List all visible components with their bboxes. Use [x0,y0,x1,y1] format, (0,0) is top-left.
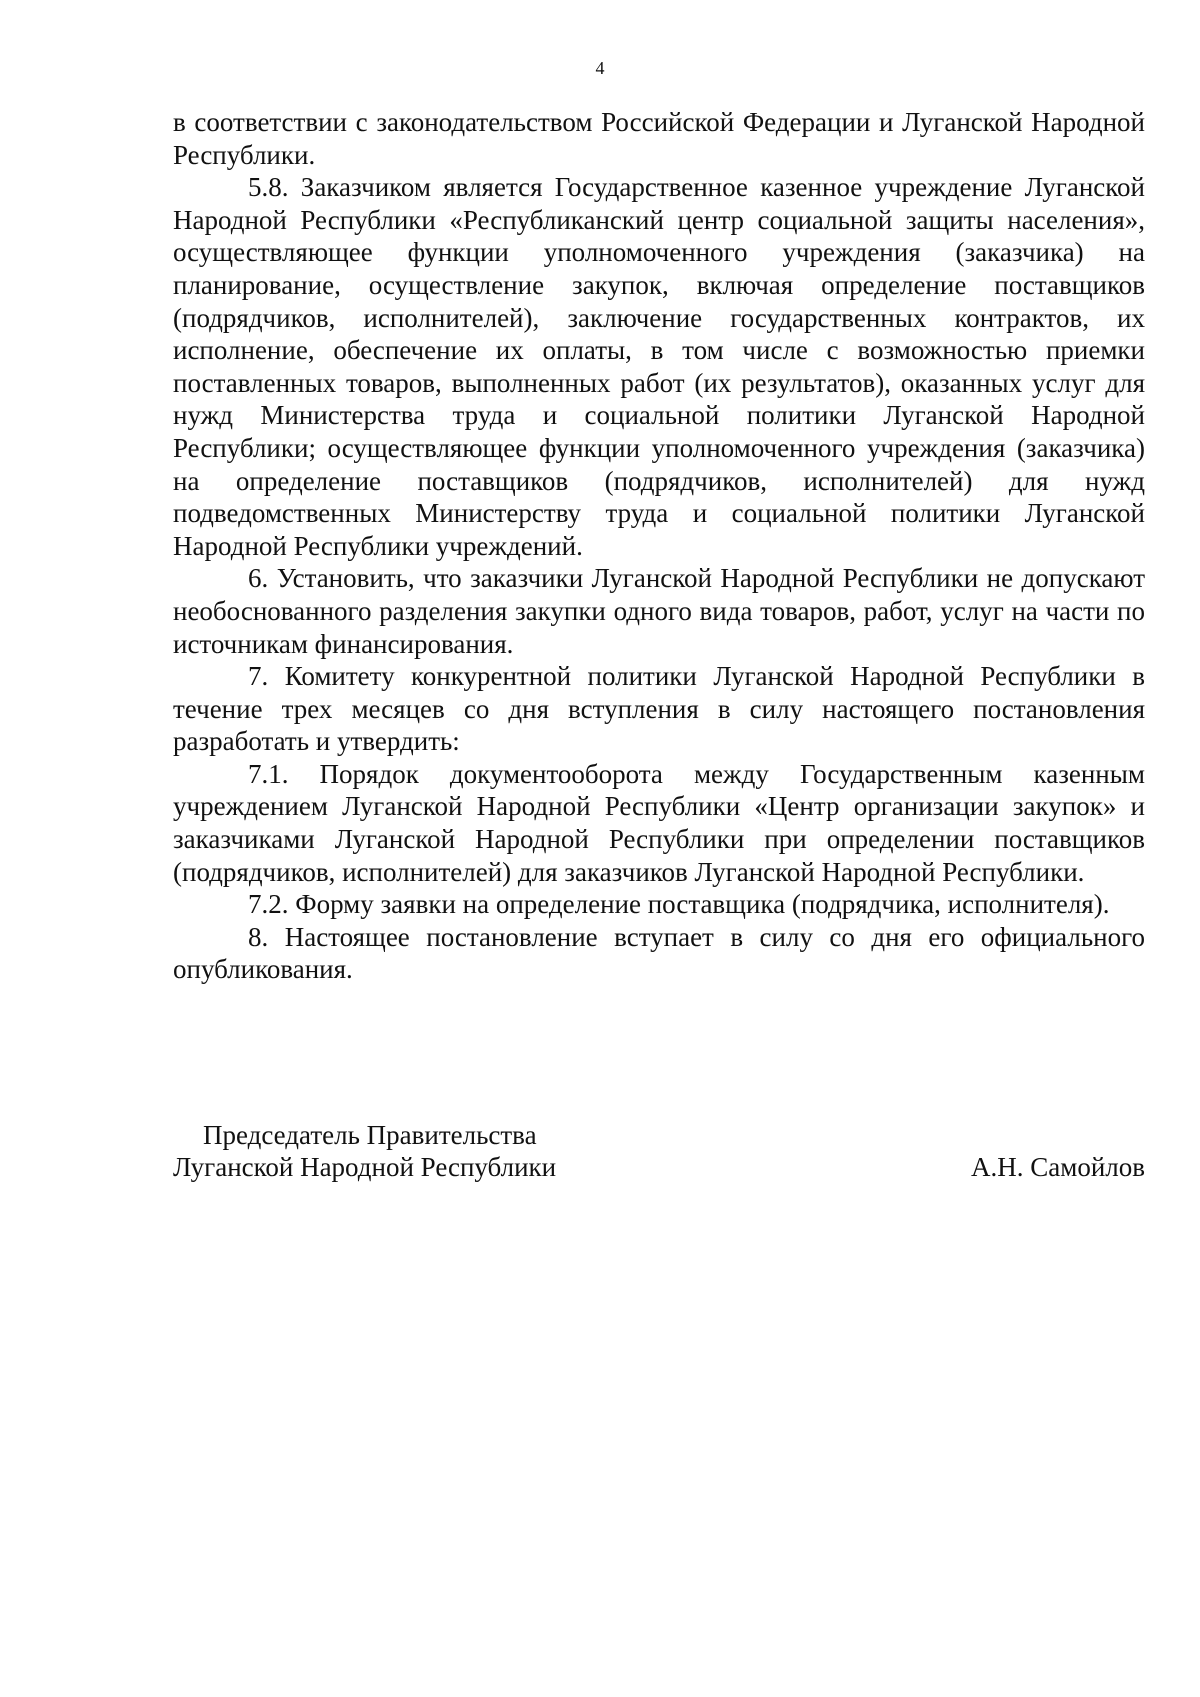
signatory-position-line-1: Председатель Правительства [203,1120,537,1150]
signatory-position [173,1119,556,1183]
signature-block [173,1119,1145,1189]
paragraph-5-8: 5.8. Заказчиком является Государственное казенное учреждение Луганской Народной Республики «Республиканский центр социальной защиты населения», осуществляющее функции уполномоченного учреждения (заказчика) на планирование, осуществление закупок, включая определение поставщиков (подрядчиков, исполнителей), заключение государственных контрактов, их исполнение, обеспечение их оплаты, в том числе с возможностью приемки поставленных товаров, выполненных работ (их результатов), оказанных услуг для нужд Министерства труда и социальной политики Луганской Народной Республики; осуществляющее функции уполномоченного учреждения (заказчика) на определение поставщиков (подрядчиков, исполнителей) для нужд подведомственных Министерству труда и социальной политики Луганской Народной Республики учреждений. [173,172,1145,561]
paragraph-8: 8. Настоящее постановление вступает в силу со дня его официального опубликования. [173,921,1145,985]
document-body [173,106,1145,986]
paragraph-continuation: в соответствии с законодательством Российской Федерации и Луганской Народной Республики. [173,107,1145,170]
signatory-position-line-2: Луганской Народной Республики [173,1152,557,1182]
signatory-name: А.Н. Самойлов [971,1152,1145,1182]
page-number: 4 [595,58,605,78]
paragraph-6: 6. Установить, что заказчики Луганской Народной Республики не допускают необоснованного разделения закупки одного вида товаров, работ, услуг на части по источникам финансирования. [173,563,1145,659]
paragraph-7-2: 7.2. Форму заявки на определение поставщика (подрядчика, исполнителя). [248,889,1110,920]
paragraph-7-1: 7.1. Порядок документооборота между Государственным казенным учреждением Луганской Народной Республики «Центр организации закупок» и заказчиками Луганской Народной Республики при определении поставщиков (подрядчиков, исполнителей) для заказчиков Луганской Народной Республики. [173,758,1145,887]
paragraph-7: 7. Комитету конкурентной политики Луганской Народной Республики в течение трех месяцев со дня вступления в силу настоящего постановления разработать и утвердить: [173,661,1145,757]
